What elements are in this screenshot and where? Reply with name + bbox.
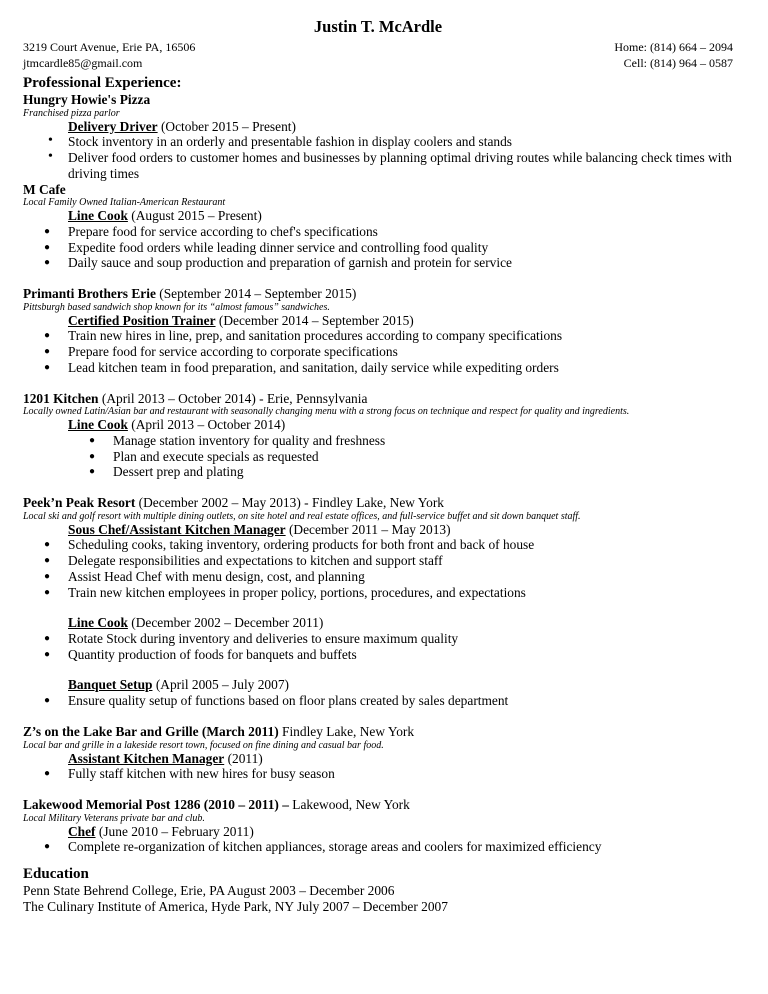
education-heading: Education: [23, 866, 89, 883]
bullet-item: ● Scheduling cooks, taking inventory, ordering products for both front and back of house: [68, 537, 733, 553]
company-description: Local Family Owned Italian-American Restaurant: [23, 197, 226, 209]
role-title: Chef: [68, 823, 96, 839]
role-header: [23, 751, 733, 767]
company-details: (December 2002 – May 2013) - Findley Lake, New York: [135, 495, 444, 511]
role-title: Line Cook: [68, 208, 128, 224]
contact-row-2: [23, 55, 733, 71]
bullet-item: ● Plan and execute specials as requested: [113, 449, 733, 465]
bullet-item: ● Complete re-organization of kitchen appliances, storage areas and coolers for maximized efficiency: [68, 839, 733, 855]
company-details: Lakewood, New York: [288, 796, 410, 812]
role-dates: (December 2011 – May 2013): [285, 521, 451, 537]
company-description: Pittsburgh based sandwich shop known for its “almost famous” sandwiches.: [23, 301, 330, 313]
bullet-list: [23, 328, 733, 375]
experience-list: [23, 92, 733, 855]
role-title: Assistant Kitchen Manager: [68, 750, 225, 766]
bullet-item: ● Fully staff kitchen with new hires for busy season: [68, 766, 733, 782]
role-dates: (April 2013 – October 2014): [127, 417, 286, 433]
experience-heading: Professional Experience:: [23, 75, 182, 91]
role-header: [23, 677, 733, 693]
bullet-item: ● Prepare food for service according to corporate specifications: [68, 344, 733, 360]
bullet-item: ● Lead kitchen team in food preparation, and sanitation, daily service while expediting orders: [68, 360, 733, 376]
role-dates: (December 2014 – September 2015): [215, 312, 414, 328]
bullet-list: [23, 224, 733, 271]
bullet-list: [23, 766, 733, 782]
role-dates: (August 2015 – Present): [127, 208, 262, 224]
bullet-item: ● Dessert prep and plating: [113, 464, 733, 480]
home-phone: Home: (814) 664 – 2094: [614, 40, 733, 54]
bullet-item: ● Daily sauce and soup production and preparation of garnish and protein for service: [68, 255, 733, 271]
bullet-item: ● Ensure quality setup of functions based on floor plans created by sales department: [68, 693, 733, 709]
role-dates: (2011): [224, 750, 263, 766]
bullet-item: ● Delegate responsibilities and expectations to kitchen and support staff: [68, 553, 733, 569]
role-dates: (December 2002 – December 2011): [127, 615, 324, 631]
bullet-list: [23, 693, 733, 709]
role-title: Sous Chef/Assistant Kitchen Manager: [68, 521, 286, 537]
role-title: Delivery Driver: [68, 118, 158, 134]
company-details: (April 2013 – October 2014) - Erie, Pennsylvania: [98, 390, 368, 406]
job-header: [23, 495, 733, 511]
bullet-item: ● Manage station inventory for quality and freshness: [113, 433, 733, 449]
role-dates: (October 2015 – Present): [157, 118, 296, 134]
role-header: [23, 119, 733, 135]
education-line: The Culinary Institute of America, Hyde Park, NY July 2007 – December 2007: [23, 898, 448, 914]
role-dates: (June 2010 – February 2011): [95, 823, 254, 839]
address: 3219 Court Avenue, Erie PA, 16506: [23, 40, 196, 54]
company-description: Local Military Veterans private bar and club.: [23, 812, 205, 824]
company-name: Z’s on the Lake Bar and Grille (March 2011): [23, 723, 279, 739]
resume-page: [23, 16, 733, 914]
company-description: Locally owned Latin/Asian bar and restaurant with seasonally changing menu with a strong focus on technique and respect for quality and ingredients.: [23, 406, 630, 418]
email: jtmcardle85@gmail.com: [23, 56, 143, 70]
bullet-item: ● Train new hires in line, prep, and sanitation procedures according to company specifications: [68, 328, 733, 344]
bullet-item: ● Train new kitchen employees in proper policy, portions, procedures, and expectations: [68, 585, 733, 601]
company-name: Hungry Howie's Pizza: [23, 92, 151, 107]
bullet-list: [23, 537, 733, 600]
role-header: [23, 208, 733, 224]
bullet-item: ● Prepare food for service according to chef's specifications: [68, 224, 733, 240]
role-title: Certified Position Trainer: [68, 312, 216, 328]
company-name: Peek’n Peak Resort: [23, 495, 136, 511]
bullet-item: • Stock inventory in an orderly and presentable fashion in display coolers and stands: [68, 134, 733, 150]
bullet-list: [23, 134, 733, 181]
job-header: [23, 286, 733, 302]
bullet-item: ● Rotate Stock during inventory and deliveries to ensure maximum quality: [68, 631, 733, 647]
job-header: [23, 724, 733, 740]
company-details: (September 2014 – September 2015): [155, 286, 357, 302]
company-description: Local ski and golf resort with multiple dining outlets, on site hotel and real estate offices, and full-service buffet and sit down banquet staff.: [23, 510, 581, 522]
job-header: [23, 182, 733, 198]
bullet-item: ● Assist Head Chef with menu design, cost, and planning: [68, 569, 733, 585]
bullet-list: [23, 839, 733, 855]
bullet-list: [23, 631, 733, 662]
company-description: Franchised pizza parlor: [23, 107, 120, 119]
bullet-item: • Deliver food orders to customer homes and businesses by planning optimal driving routes while balancing check times with driving times: [68, 150, 733, 181]
role-header: [23, 417, 733, 433]
company-details: Findley Lake, New York: [278, 723, 415, 739]
job-header: [23, 797, 733, 813]
job-header: [23, 92, 733, 108]
role-header: [23, 522, 733, 538]
company-name: 1201 Kitchen: [23, 390, 99, 406]
bullet-list: [23, 433, 733, 480]
company-name: M Cafe: [23, 181, 66, 197]
bullet-item: ● Expedite food orders while leading dinner service and controlling food quality: [68, 240, 733, 256]
resume-name: Justin T. McArdle: [313, 17, 443, 36]
role-header: [23, 313, 733, 329]
role-title: Banquet Setup: [68, 677, 153, 693]
education-line: Penn State Behrend College, Erie, PA August 2003 – December 2006: [23, 883, 395, 899]
role-title: Line Cook: [68, 417, 128, 433]
role-dates: (April 2005 – July 2007): [152, 677, 289, 693]
role-header: [23, 824, 733, 840]
company-name: Primanti Brothers Erie: [23, 286, 156, 302]
contact-row-1: [23, 39, 733, 55]
bullet-item: ● Quantity production of foods for banquets and buffets: [68, 647, 733, 663]
role-title: Line Cook: [68, 615, 128, 631]
company-name: Lakewood Memorial Post 1286 (2010 – 2011) –: [23, 796, 289, 812]
role-header: [23, 615, 733, 631]
cell-phone: Cell: (814) 964 – 0587: [623, 56, 733, 70]
job-header: [23, 391, 733, 407]
company-description: Local bar and grille in a lakeside resort town, focused on fine dining and casual bar food.: [23, 739, 384, 751]
